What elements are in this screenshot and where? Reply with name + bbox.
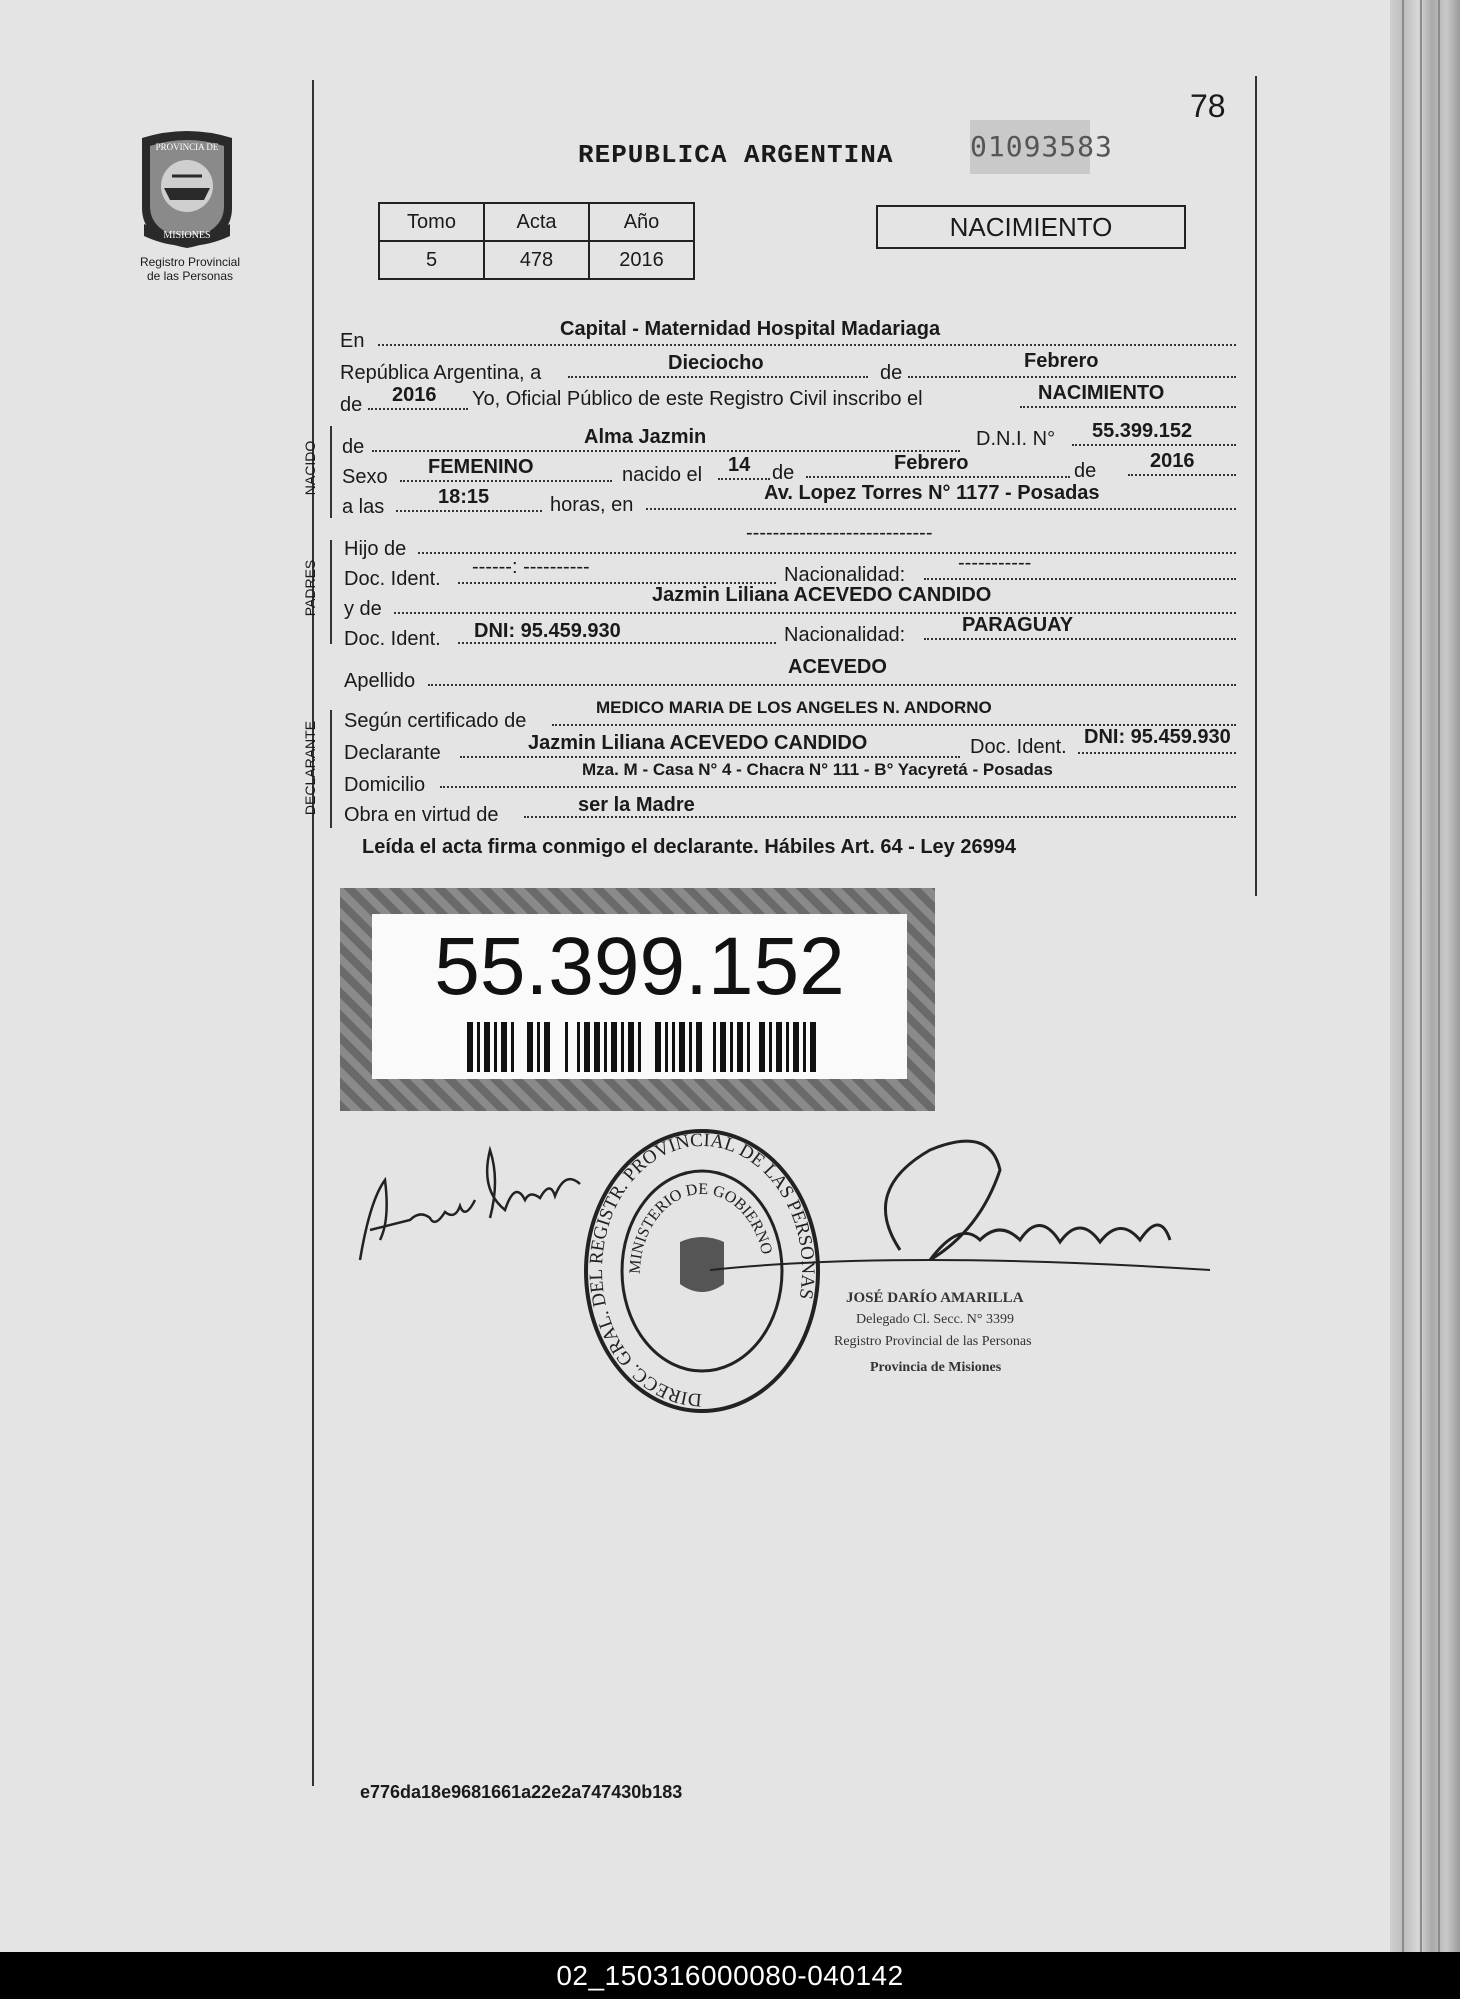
registry-label-line1: Registro Provincial xyxy=(139,255,241,269)
table-value-row xyxy=(379,241,694,279)
header-acta: Acta xyxy=(484,203,589,241)
barcode xyxy=(467,1022,817,1072)
official-name: JOSÉ DARÍO AMARILLA xyxy=(846,1290,1024,1306)
padres-bracket xyxy=(330,540,332,644)
document-title: REPUBLICA ARGENTINA xyxy=(578,140,894,170)
en-value: Capital - Maternidad Hospital Madariaga xyxy=(560,318,941,340)
registry-label-line2: de las Personas xyxy=(146,269,234,283)
birth-time: 18:15 xyxy=(438,486,490,508)
father-name: ---------------------------- xyxy=(746,522,933,544)
value-tomo: 5 xyxy=(379,241,484,279)
day-value: Dieciocho xyxy=(668,352,764,374)
dni-sticker-number: 55.399.152 xyxy=(434,921,845,1012)
doc-ident-label: Doc. Ident. xyxy=(344,568,441,590)
birth-year: 2016 xyxy=(1150,450,1195,472)
stamp-ring-text: DIRECC. GRAL. DEL REGISTR. PROVINCIAL DE LAS PERSONAS xyxy=(585,1129,819,1411)
birth-de-label-2: de xyxy=(1074,460,1097,482)
declarante-doc-label: Doc. Ident. xyxy=(970,736,1067,758)
page-edge xyxy=(1438,0,1440,1952)
dotted-line xyxy=(440,786,1236,788)
logo-text-top: PROVINCIA DE xyxy=(155,142,219,152)
value-ano: 2016 xyxy=(589,241,694,279)
stamp-inner-text: MINISTERIO DE GOBIERNO xyxy=(626,1180,776,1275)
nacionalidad-label: Nacionalidad: xyxy=(784,564,906,586)
page-number: 78 xyxy=(1190,88,1226,124)
dotted-line xyxy=(396,510,542,512)
scan-footer-id: 02_150316000080-040142 xyxy=(0,1952,1460,1999)
domicilio-value: Mza. M - Casa N° 4 - Chacra N° 111 - B° Yacyretá - Posadas xyxy=(582,760,1053,779)
dotted-line xyxy=(1078,752,1236,754)
birth-day: 14 xyxy=(728,454,751,476)
page-edge xyxy=(1420,0,1422,1952)
dotted-line xyxy=(428,684,1236,686)
horas-label: horas, en xyxy=(550,494,634,516)
logo-text-bottom: MISIONES xyxy=(163,230,211,241)
alas-label: a las xyxy=(342,496,385,518)
page-edge xyxy=(1402,0,1404,1952)
officer-text: Yo, Oficial Público de este Registro Civil inscribo el xyxy=(472,388,923,410)
dotted-line xyxy=(1020,406,1236,408)
father-doc: ------: ---------- xyxy=(472,556,590,578)
page-stack-edge xyxy=(1390,0,1460,1952)
declarante-bracket xyxy=(330,710,332,828)
padres-section-label: PADRES xyxy=(302,559,318,617)
obra-value: ser la Madre xyxy=(578,794,695,816)
apellido-label: Apellido xyxy=(344,670,416,692)
declarante-label: Declarante xyxy=(344,742,441,764)
declarante-name: Jazmin Liliana ACEVEDO CANDIDO xyxy=(528,732,868,754)
newborn-name: Alma Jazmin xyxy=(584,426,707,448)
official-province: Provincia de Misiones xyxy=(870,1360,1002,1375)
sexo-value: FEMENINO xyxy=(428,456,534,478)
mother-nationality: PARAGUAY xyxy=(962,614,1074,636)
segun-label: Según certificado de xyxy=(344,710,527,732)
dotted-line xyxy=(368,408,468,410)
dotted-line xyxy=(378,344,1236,346)
y-de-label: y de xyxy=(344,598,382,620)
record-type-box: NACIMIENTO xyxy=(876,205,1186,249)
birth-place: Av. Lopez Torres N° 1177 - Posadas xyxy=(764,482,1100,504)
obra-label: Obra en virtud de xyxy=(344,804,499,826)
dotted-line xyxy=(1128,474,1236,476)
official-registry: Registro Provincial de las Personas xyxy=(834,1334,1032,1349)
dotted-line xyxy=(460,756,960,758)
doc-ident-label-2: Doc. Ident. xyxy=(344,628,441,650)
dotted-line xyxy=(568,376,868,378)
nacido-el-label: nacido el xyxy=(622,464,703,486)
header-ano: Año xyxy=(589,203,694,241)
mother-doc: DNI: 95.459.930 xyxy=(474,620,621,642)
dotted-line xyxy=(400,480,612,482)
de-label: de xyxy=(880,362,903,384)
year-value: 2016 xyxy=(392,384,437,406)
right-margin-line xyxy=(1255,76,1257,896)
event-value: NACIMIENTO xyxy=(1038,382,1165,404)
birth-month: Febrero xyxy=(894,452,969,474)
hijo-de-label: Hijo de xyxy=(344,538,407,560)
nacido-de-label: de xyxy=(342,436,365,458)
sexo-label: Sexo xyxy=(342,466,388,488)
declarant-signature xyxy=(340,1140,600,1270)
declarante-doc: DNI: 95.459.930 xyxy=(1084,726,1231,748)
dotted-line xyxy=(394,612,1236,614)
document-hash: e776da18e9681661a22e2a747430b183 xyxy=(360,1782,683,1802)
dotted-line xyxy=(924,638,1236,640)
en-label: En xyxy=(340,330,365,352)
birth-de-label: de xyxy=(772,462,795,484)
left-margin-line xyxy=(312,80,314,1786)
father-nationality: ----------- xyxy=(958,552,1032,574)
month-value: Febrero xyxy=(1024,350,1099,372)
serial-number-stamp: 01093583 xyxy=(970,120,1090,174)
dni-sticker xyxy=(340,888,935,1111)
newborn-dni: 55.399.152 xyxy=(1092,420,1193,442)
registry-label xyxy=(110,255,270,283)
certificate-doctor: MEDICO MARIA DE LOS ANGELES N. ANDORNO xyxy=(596,698,992,717)
dotted-line xyxy=(718,478,770,480)
nacionalidad-label-2: Nacionalidad: xyxy=(784,624,906,646)
dotted-line xyxy=(372,450,960,452)
dotted-line xyxy=(908,376,1236,378)
official-signature xyxy=(700,1130,1220,1310)
domicilio-label: Domicilio xyxy=(344,774,426,796)
apellido-value: ACEVEDO xyxy=(788,656,887,678)
closing-statement: Leída el acta firma conmigo el declarante. Hábiles Art. 64 - Ley 26994 xyxy=(362,836,1016,858)
dotted-line xyxy=(646,508,1236,510)
official-title: Delegado Cl. Secc. N° 3399 xyxy=(856,1312,1015,1327)
dotted-line xyxy=(924,578,1236,580)
nacido-bracket xyxy=(330,426,332,518)
declarante-section-label: DECLARANTE xyxy=(302,720,318,816)
value-acta: 478 xyxy=(484,241,589,279)
mother-name: Jazmin Liliana ACEVEDO CANDIDO xyxy=(652,584,992,606)
provincia-misiones-logo xyxy=(132,128,242,250)
header-tomo: Tomo xyxy=(379,203,484,241)
tomo-acta-ano-table xyxy=(378,202,695,280)
dni-sticker-inner xyxy=(372,914,907,1079)
nacido-section-label: NACIDO xyxy=(302,440,318,496)
table-header-row xyxy=(379,203,694,241)
dotted-line xyxy=(806,476,1070,478)
dotted-line xyxy=(418,552,1236,554)
de-label-year: de xyxy=(340,394,363,416)
dni-label: D.N.I. N° xyxy=(976,428,1056,450)
republica-label: República Argentina, a xyxy=(340,362,542,384)
dotted-line xyxy=(1072,444,1236,446)
